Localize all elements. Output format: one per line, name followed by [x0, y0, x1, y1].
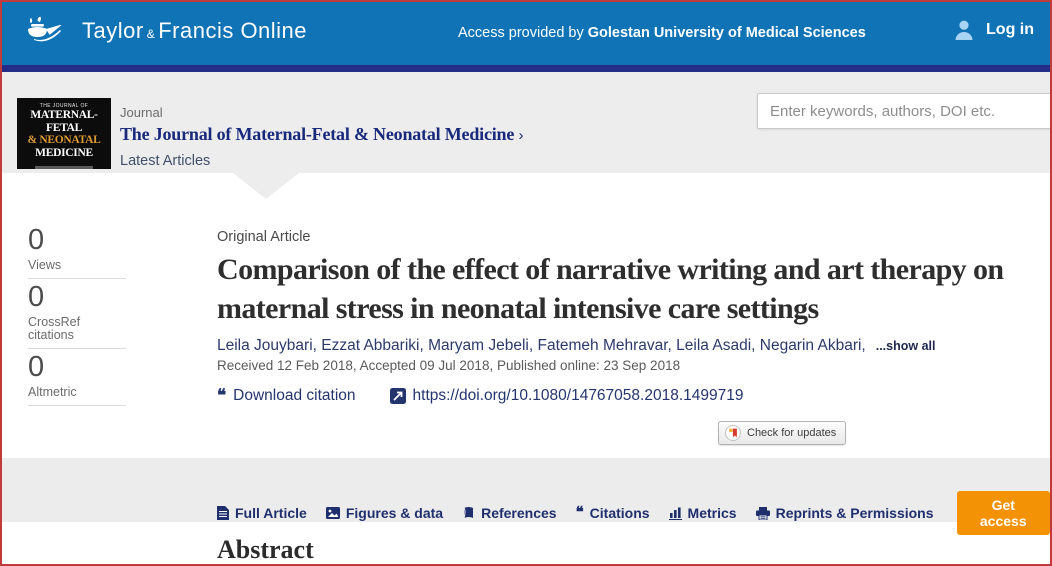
crossmark-icon	[725, 425, 741, 441]
article-title: Comparison of the effect of narrative writing and art therapy on maternal stress in neonatal intensive care settings	[217, 253, 1004, 325]
article-tabs	[217, 491, 1050, 535]
access-organization: Golestan University of Medical Sciences	[587, 25, 866, 41]
metric-altmetric-label: Altmetric	[28, 385, 77, 399]
bar-chart-icon	[669, 507, 682, 520]
image-icon	[326, 507, 340, 519]
brand-logo[interactable]	[24, 14, 307, 48]
cover-editors-line	[35, 166, 93, 169]
metric-views-value: 0	[28, 224, 45, 256]
cover-line2: MATERNAL-FETAL	[30, 109, 98, 134]
journal-title-link[interactable]: The Journal of Maternal-Fetal & Neonatal Medicine ›	[120, 124, 524, 144]
divider	[28, 278, 126, 279]
person-icon	[952, 18, 976, 42]
document-icon	[217, 506, 229, 520]
metric-crossref-value: 0	[28, 281, 45, 313]
quote-icon: ❝	[217, 386, 227, 405]
doi-link[interactable]: https://doi.org/10.1080/14767058.2018.1499719	[390, 387, 744, 405]
journal-header	[2, 72, 1050, 173]
tf-lamp-logo-icon	[24, 14, 70, 48]
cover-line1: THE JOURNAL OF	[39, 103, 89, 109]
authors-line[interactable]: Leila Jouybari, Ezzat Abbariki, Maryam Jebeli, Fatemeh Mehravar, Leila Asadi, Negarin Akbari, ...show all	[217, 337, 936, 354]
metric-altmetric	[28, 353, 128, 406]
metric-altmetric-value: 0	[28, 351, 45, 383]
article-type-label: Original Article	[217, 229, 311, 245]
journal-cover[interactable]	[17, 98, 111, 169]
brand-wordmark: Taylor & Francis Online	[82, 18, 308, 43]
journal-meta	[120, 105, 523, 169]
topbar	[2, 2, 1050, 65]
tab-metrics[interactable]: Metrics	[669, 505, 737, 521]
latest-articles-link[interactable]: Latest Articles	[120, 153, 211, 169]
header-notch	[233, 173, 299, 199]
metric-crossref	[28, 283, 128, 349]
citation-row	[217, 387, 1029, 405]
divider	[28, 348, 126, 349]
cover-line4: MEDICINE	[35, 146, 93, 159]
tab-reprints-permissions[interactable]: Reprints & Permissions	[756, 505, 934, 521]
tab-figures-data[interactable]: Figures & data	[326, 505, 443, 521]
get-access-button[interactable]: Get access	[957, 491, 1050, 535]
divider	[28, 405, 126, 406]
article-dates: Received 12 Feb 2018, Accepted 09 Jul 2018, Published online: 23 Sep 2018	[217, 358, 681, 373]
quote-icon: ❝	[575, 504, 584, 521]
metric-crossref-label: CrossRef citations	[28, 315, 81, 342]
article-header	[217, 229, 1029, 439]
metric-views-label: Views	[28, 258, 62, 272]
check-for-updates-button[interactable]: Check for updates	[718, 421, 846, 445]
navy-divider	[2, 65, 1050, 72]
download-citation-link[interactable]: ❝ Download citation	[217, 386, 356, 405]
printer-icon	[756, 507, 770, 520]
tab-citations[interactable]: ❝ Citations	[575, 504, 650, 521]
login-button[interactable]	[952, 18, 1034, 42]
login-label: Log in	[986, 21, 1034, 38]
metric-views	[28, 226, 128, 279]
tab-full-article[interactable]: Full Article	[217, 505, 307, 521]
external-link-icon	[390, 388, 406, 404]
show-all-link[interactable]: ...show all	[875, 339, 936, 353]
cover-line3: & NEONATAL	[27, 134, 101, 146]
journal-eyebrow: Journal	[120, 105, 163, 120]
chevron-right-icon: ›	[518, 127, 524, 144]
tab-references[interactable]: References	[462, 505, 557, 521]
access-provided-note: Access provided by Golestan University of Medical Sciences	[458, 25, 866, 41]
metrics-sidebar	[28, 226, 128, 410]
search-input[interactable]	[757, 93, 1052, 129]
abstract-heading: Abstract	[217, 535, 314, 564]
book-icon	[462, 507, 475, 520]
